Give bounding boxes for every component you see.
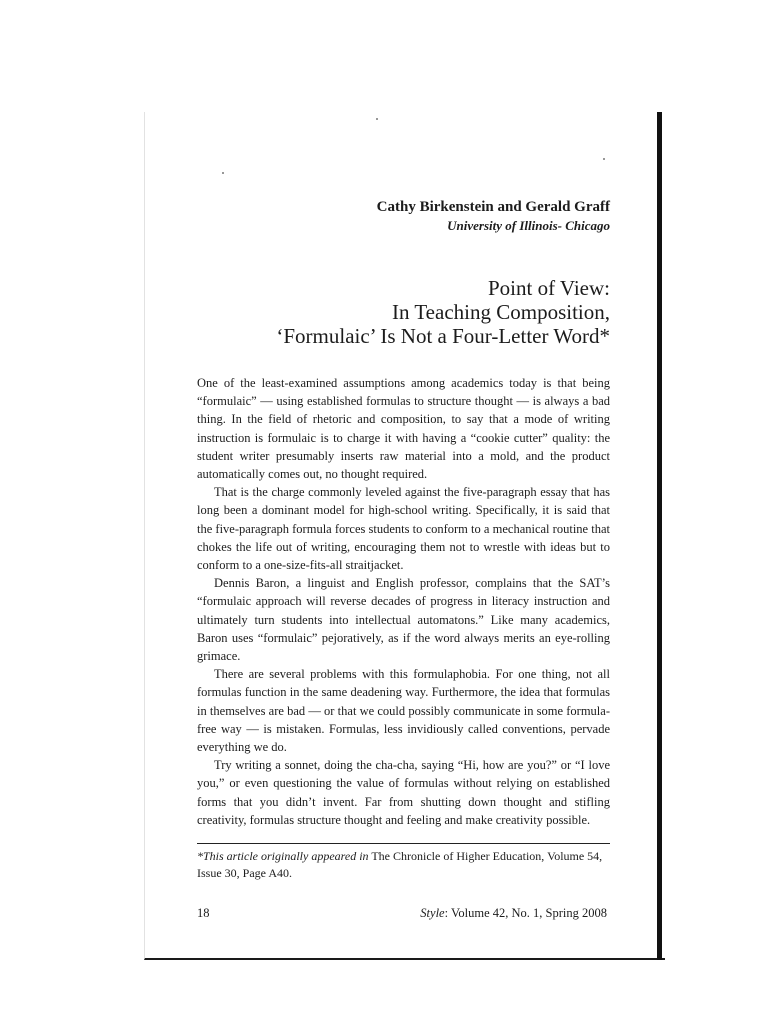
title-line-3: ‘Formulaic’ Is Not a Four-Letter Word* [276, 324, 610, 348]
scan-speck [376, 118, 378, 120]
footnote-source: The Chronicle of Higher Education, Volume 54, Issue 30, Page A40. [197, 849, 603, 881]
authors: Cathy Birkenstein and Gerald Graff [376, 199, 610, 215]
body-paragraph-1: One of the least-examined assumptions among academics today is that being “formulaic” — using established formulas to structure thought — is always a bad thing. In the field of rhetoric and composition, to say that a mode of writing instruction is formulaic is to charge it with having a “cookie cutter” quality: the student writer presumably inserts raw material into a mold, and the product automatically comes out, no thought required. [197, 376, 610, 482]
page-edge-shadow [657, 112, 662, 960]
page-number: 18 [197, 906, 210, 920]
title-line-2: In Teaching Composition, [391, 300, 610, 324]
article-page [197, 192, 610, 882]
author-block [197, 198, 610, 234]
scan-speck [222, 172, 224, 174]
footnote-intro: *This article originally appeared in [197, 849, 369, 864]
journal-citation [420, 906, 607, 921]
body-paragraph-5: Try writing a sonnet, doing the cha-cha, saying “Hi, how are you?” or “I love you,” or even questioning the value of formulas without relying on established forms that you didn’t invent. Far from shutting down thought and stifling creativity, formulas structure thought and feeling and make creativity possible. [197, 758, 610, 827]
footnote-divider [197, 843, 610, 844]
article-body [197, 374, 610, 829]
body-paragraph-4: There are several problems with this formulaphobia. For one thing, not all formulas function in the same deadening way. Furthermore, the idea that formulas in themselves are bad — or that we could possibly communicate in some formula-free way — is mistaken. Formulas, less invidiously called conventions, pervade everything we do. [197, 667, 610, 755]
article-title [197, 276, 610, 348]
title-line-1: Point of View: [487, 276, 610, 300]
body-paragraph-2: That is the charge commonly leveled against the five-paragraph essay that has long been a dominant model for high-school writing. Specifically, it is said that the five-paragraph formula forces students to conform to a mechanical routine that chokes the life out of writing, encouraging them not to wrestle with ideas but to conform to a one-size-fits-all straitjacket. [197, 485, 610, 573]
scan-speck [603, 158, 605, 160]
affiliation: University of Illinois- Chicago [447, 218, 610, 233]
journal-details: : Volume 42, No. 1, Spring 2008 [444, 906, 607, 920]
body-paragraph-3: Dennis Baron, a linguist and English professor, complains that the SAT’s “formulaic approach will reverse decades of progress in literacy instruction and ultimately turn students into intellectual automatons.” Like many academics, Baron uses “formulaic” pejoratively, as if the word always merits an eye-rolling grimace. [197, 576, 610, 664]
footnote [197, 848, 610, 882]
journal-name: Style [420, 906, 445, 920]
